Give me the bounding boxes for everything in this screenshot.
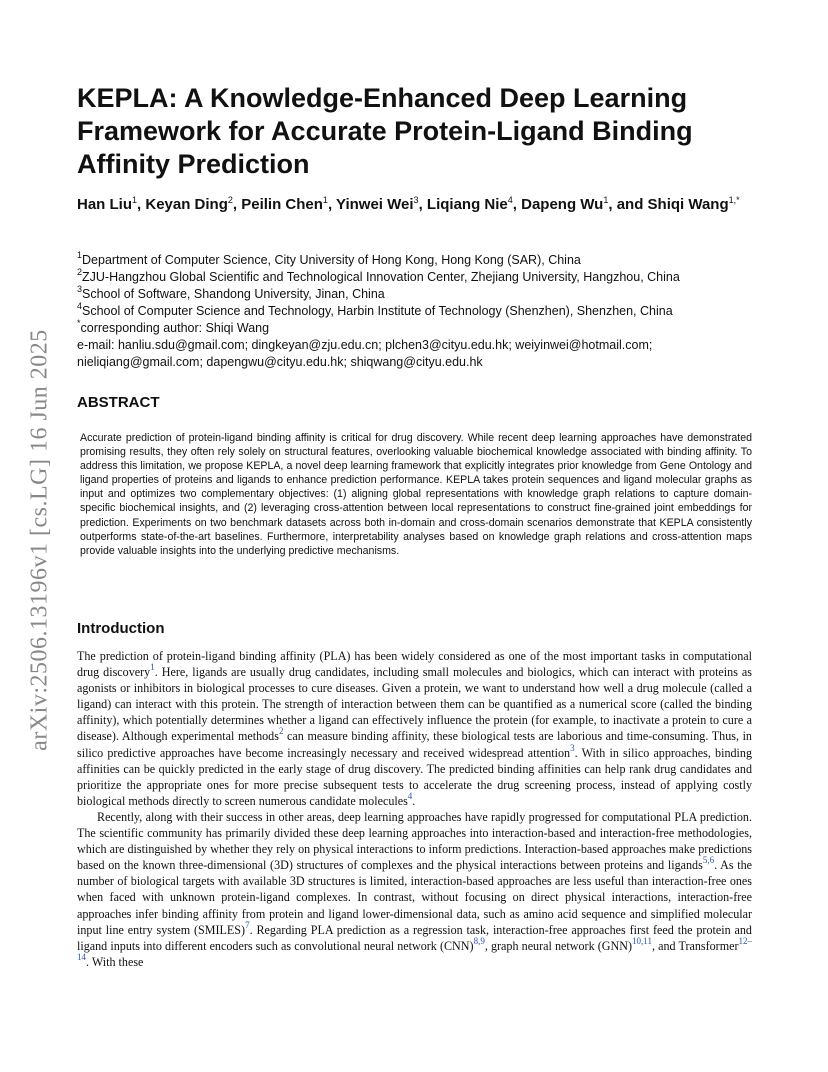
affiliation-item (77, 286, 777, 303)
citation-link[interactable]: 1 (150, 662, 155, 673)
intro-paragraph: Recently, along with their success in other areas, deep learning approaches have rapidly progressed for computational PLA prediction. The scientific community has primarily divided these deep learning approaches into interaction-based and interaction-free methodologies, which are distinguished by whether they rely on physical interactions to inform predictions. Interaction-based approaches make predictions based on the known three-dimensional (3D) structures of complexes and the physical interactions between proteins and ligands$^{5,6}$. As the number of biological targets with available 3D structures is limited, interaction-based approaches are less useful than interaction-free ones when faced with unknown protein-ligand complexes. In contrast, without focusing on direct physical interactions, interaction-free approaches infer binding affinity from protein and ligand lower-dimensional data, such as amino acid sequence and simplified molecular input line entry system (SMILES)$^7$. Regarding PLA prediction as a regression task, interaction-free approaches first feed the protein and ligand inputs into different encoders such as convolutional neural network (CNN)$^{8,9}$, graph neural network (GNN)$^{10,11}$, and Transformer$^{12-14}$. With these (77, 809, 753, 969)
author-name: Peilin Chen (241, 196, 323, 213)
citation-link[interactable]: 8,9 (473, 935, 485, 946)
affiliation-mark: 3 (77, 284, 83, 294)
introduction-heading: Introduction (77, 620, 165, 637)
citation-link[interactable]: 10,11 (632, 935, 652, 946)
affiliation-text: Department of Computer Science, City University of Hong Kong, Hong Kong (SAR), China (82, 253, 581, 267)
citation-link[interactable]: 5,6 (702, 855, 715, 866)
affiliation-text: ZJU-Hangzhou Global Scientific and Technological Innovation Center, Zhejiang University, Hangzhou, China (82, 270, 680, 284)
author-affiliation-mark: 1,* (728, 195, 740, 205)
affiliation-list (77, 252, 777, 337)
citation-link[interactable]: 3 (570, 742, 575, 753)
affiliation-mark: 4 (77, 301, 83, 311)
author-affiliation-mark: 4 (507, 195, 513, 205)
author-affiliation-mark: 1 (603, 195, 609, 205)
author-name: Keyan Ding (145, 196, 228, 213)
author-name: Dapeng Wu (521, 196, 604, 213)
affiliation-text: corresponding author: Shiqi Wang (80, 321, 270, 335)
author-name: Liqiang Nie (426, 196, 508, 213)
affiliation-mark: 1 (77, 250, 83, 260)
citation-link[interactable]: 2 (278, 726, 284, 737)
affiliation-item (77, 252, 777, 269)
author-list: Han Liu$^1$, Keyan Ding$^2$, Peilin Chen$^1$, Yinwei Wei$^3$, Liqiang Nie$^4$, Dapeng Wu$^1$, and Shiqi Wang$^{1,*}$ (77, 195, 740, 213)
citation-link[interactable]: 7 (245, 919, 250, 930)
abstract-heading: ABSTRACT (77, 394, 160, 411)
affiliation-item (77, 269, 777, 286)
affiliation-item (77, 303, 777, 320)
affiliation-mark: 2 (77, 267, 83, 277)
email-line-2: nieliqiang@gmail.com; dapengwu@cityu.edu.hk; shiqwang@cityu.edu.hk (77, 355, 483, 369)
intro-paragraph: The prediction of protein-ligand binding affinity (PLA) has been widely considered as one of the most important tasks in computational drug discovery$^1$. Here, ligands are usually drug candidates, including small molecules and biologics, which can interact with proteins as agonists or inhibitors in biological processes to cure diseases. Given a protein, we want to understand how well a drug molecule (called a ligand) can interact with this protein. The strength of interaction between them can be quantified as a numerical score (called the binding affinity), which potentially determines whether a ligand can effectively influence the protein (for example, to inactivate a protein to cure a disease). Although experimental methods$^2$ can measure binding affinity, these biological tests are laborious and time-consuming. Thus, in silico predictive approaches have become increasingly necessary and received widespread attention$^3$. With in silico approaches, binding affinities can be quickly predicted in the early stage of drug discovery. The predicted binding affinities can help rank drug candidates and prioritize the appropriate ones for more precise subsequent tests to accelerate the drug screening process, instead of applying costly biological methods directly to screen numerous candidate molecules$^4$. (77, 649, 752, 808)
author-name: Yinwei Wei (336, 196, 414, 213)
author-name: Han Liu (77, 196, 132, 213)
arxiv-id: arXiv:2506.13196v1 [cs.LG] 16 Jun 2025 (26, 329, 53, 751)
introduction-body (77, 648, 752, 970)
abstract-text: Accurate prediction of protein-ligand binding affinity is critical for drug discovery. While recent deep learning approaches have demonstrated promising results, they often rely solely on structural features, overlooking valuable biochemical knowledge associated with binding affinity. To address this limitation, we propose KEPLA, a novel deep learning framework that explicitly integrates prior knowledge from Gene Ontology and ligand properties of proteins and ligands to enhance prediction performance. KEPLA takes protein sequences and ligand molecular graphs as input and optimizes two complementary objectives: (1) aligning global representations with knowledge graph relations to capture domain-specific biochemical insights, and (2) leveraging cross-attention between local representations to construct fine-grained joint embeddings for prediction. Experiments on two benchmark datasets across both in-domain and cross-domain scenarios demonstrate that KEPLA consistently outperforms state-of-the-art baselines. Furthermore, interpretability analyses based on knowledge graph relations and cross-attention maps provide valuable insights into the underlying predictive mechanisms. (80, 432, 752, 557)
affiliation-mark: * (77, 318, 81, 328)
author-affiliation-mark: 1 (132, 195, 138, 205)
author-name: Shiqi Wang (647, 196, 729, 213)
author-affiliation-mark: 1 (322, 195, 328, 205)
affiliation-item (77, 320, 777, 337)
citation-link[interactable]: 4 (407, 790, 413, 801)
affiliation-text: School of Computer Science and Technology, Harbin Institute of Technology (Shenzhen), Shenzhen, China (82, 304, 673, 318)
author-affiliation-mark: 3 (413, 195, 419, 205)
paper-title: KEPLA: A Knowledge-Enhanced Deep Learning Framework for Accurate Protein-Ligand Binding Affinity Prediction (77, 83, 693, 179)
affiliations (77, 252, 777, 371)
author-affiliation-mark: 2 (227, 195, 233, 205)
email-line-1: e-mail: hanliu.sdu@gmail.com; dingkeyan@zju.edu.cn; plchen3@cityu.edu.hk; weiyinwei@hotmail.com; (77, 338, 653, 352)
affiliation-text: School of Software, Shandong University, Jinan, China (82, 287, 385, 301)
citation-link[interactable]: 12–14 (77, 935, 753, 962)
arxiv-sidebar (22, 300, 58, 780)
